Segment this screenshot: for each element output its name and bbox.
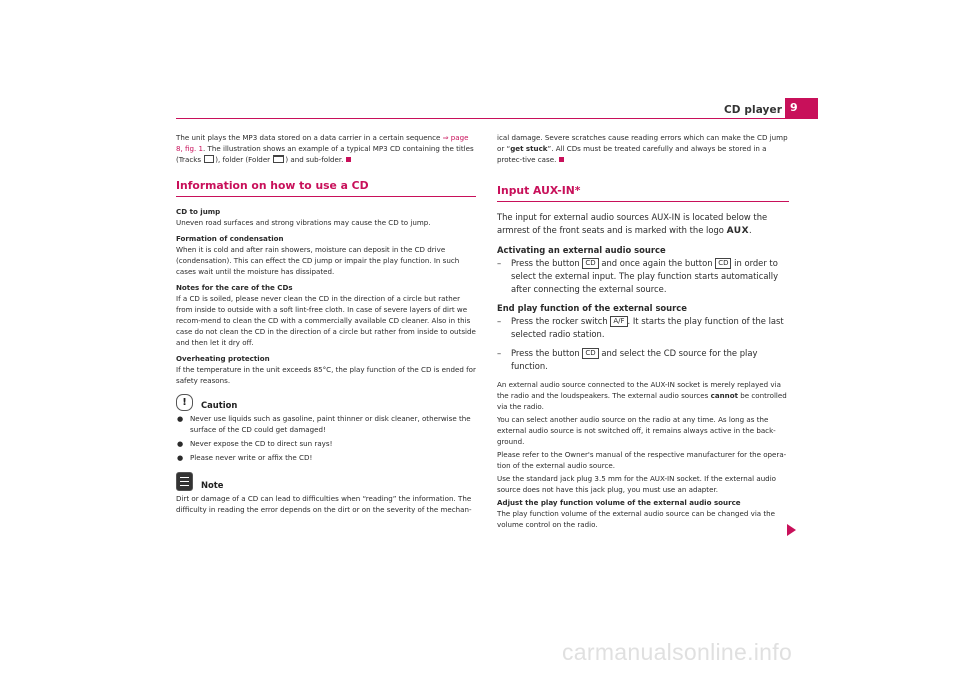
aux-logo: AUX xyxy=(726,226,750,236)
intro-paragraph: The unit plays the MP3 data stored on a data carrier in a certain sequence ⇒ page 8, fig. 1. The illustration shows an example of a typical MP3 CD containing the titles (Tracks ), folder (Folder ) and sub-folder. xyxy=(176,133,474,164)
left-column xyxy=(176,132,476,515)
cd-key: CD xyxy=(582,258,598,269)
bullet-icon: ● xyxy=(177,439,184,448)
end-marker-icon xyxy=(559,157,564,162)
aux-body xyxy=(497,211,789,373)
next-page-arrow-icon[interactable] xyxy=(787,524,796,536)
page-header-title: CD player xyxy=(724,104,782,116)
cd-key: CD xyxy=(715,258,731,269)
text-care: If a CD is soiled, please never clean the CD in the direction of a circle but rather from inside to outside with a soft lint-free cloth. In case of severe layers of dirt we recom-mend to clean the CD with a commercially available CD cleaner. Also in this case do not clean the CD in the direction of a circle but rather from inside to outside and then let it dry off. xyxy=(176,294,476,347)
caution-item: ● Please never write or affix the CD! xyxy=(177,453,313,462)
section-title-cd-use: Information on how to use a CD xyxy=(176,179,476,197)
header-rule xyxy=(176,118,785,119)
aux-paragraph-3: Please refer to the Owner's manual of the respective manufacturer for the opera-tion of the external audio source. xyxy=(497,450,787,470)
heading-cd-jump: CD to jump xyxy=(176,207,221,216)
caution-header xyxy=(176,394,476,411)
aux-intro: The input for external audio sources AUX-IN is located below the armrest of the front seats and is marked with the logo AUX. xyxy=(497,212,768,236)
continued-paragraph: ical damage. Severe scratches cause reading errors which can make the CD jump or “get stuck”. All CDs must be treated carefully and always be stored in a protec-tive case. xyxy=(497,133,788,164)
heading-end: End play function of the external source xyxy=(497,303,687,313)
caution-title: Caution xyxy=(201,400,238,410)
section-title-aux: Input AUX-IN* xyxy=(497,184,789,202)
cd-key: CD xyxy=(582,348,598,359)
folder-icon xyxy=(273,155,284,163)
exclamation-icon: ! xyxy=(176,394,193,411)
step-end-1: – Press the rocker switch A/F . It starts the play function of the last selected radio station. xyxy=(497,316,784,339)
af-key: A/F xyxy=(610,316,627,327)
bullet-icon: ● xyxy=(177,414,184,423)
heading-volume: Adjust the play function volume of the external audio source xyxy=(497,498,741,507)
text-condensation: When it is cold and after rain showers, moisture can deposit in the CD drive (condensation). This can effect the CD jump or impair the play function. In such cases wait until the moisture has dissipated. xyxy=(176,245,460,276)
bullet-icon: ● xyxy=(177,453,184,462)
heading-overheating: Overheating protection xyxy=(176,354,270,363)
aux-paragraph-4: Use the standard jack plug 3.5 mm for the AUX-IN socket. If the external audio source does not have this jack plug, you must use an adapter. xyxy=(497,474,777,494)
page-link[interactable]: ⇒ page 8, fig. 1 xyxy=(176,133,469,153)
note-title: Note xyxy=(201,480,224,490)
caution-item: ● Never use liquids such as gasoline, paint thinner or disk cleaner, otherwise the surface of the CD could get damaged! xyxy=(177,414,471,434)
heading-care: Notes for the care of the CDs xyxy=(176,283,293,292)
note-text: Dirt or damage of a CD can lead to difficulties when “reading” the information. The difficulty in reading the error depends on the dirt or on the severity of the mechan- xyxy=(176,494,472,514)
note-icon xyxy=(176,472,193,491)
caution-item: ● Never expose the CD to direct sun rays! xyxy=(177,439,333,448)
note-header xyxy=(176,472,476,491)
aux-paragraph-2: You can select another audio source on the radio at any time. As long as the external audio source is not switched off, it remains always active in the back-ground. xyxy=(497,415,776,446)
step-end-2: – Press the button CD and select the CD source for the play function. xyxy=(497,348,758,371)
heading-condensation: Formation of condensation xyxy=(176,234,284,243)
track-icon xyxy=(204,155,214,163)
step-activate: – Press the button CD and once again the button CD in order to select the external input. The play function starts automatically after connecting the external source. xyxy=(497,258,779,294)
page-number: 9 xyxy=(790,101,798,114)
text-volume: The play function volume of the external audio source can be changed via the volume control on the radio. xyxy=(497,509,776,529)
text-cd-jump: Uneven road surfaces and strong vibrations may cause the CD to jump. xyxy=(176,218,431,227)
heading-activate: Activating an external audio source xyxy=(497,245,666,255)
aux-paragraph-1: An external audio source connected to the AUX-IN socket is merely replayed via the radio and the loudspeakers. The external audio sources cannot be controlled via the radio. xyxy=(497,380,787,411)
watermark: carmanualsonline.info xyxy=(562,639,793,665)
text-overheating: If the temperature in the unit exceeds 85°C, the play function of the CD is ended for safety reasons. xyxy=(176,365,476,385)
end-marker-icon xyxy=(346,157,351,162)
right-column xyxy=(497,132,789,530)
page-number-box xyxy=(785,98,818,119)
